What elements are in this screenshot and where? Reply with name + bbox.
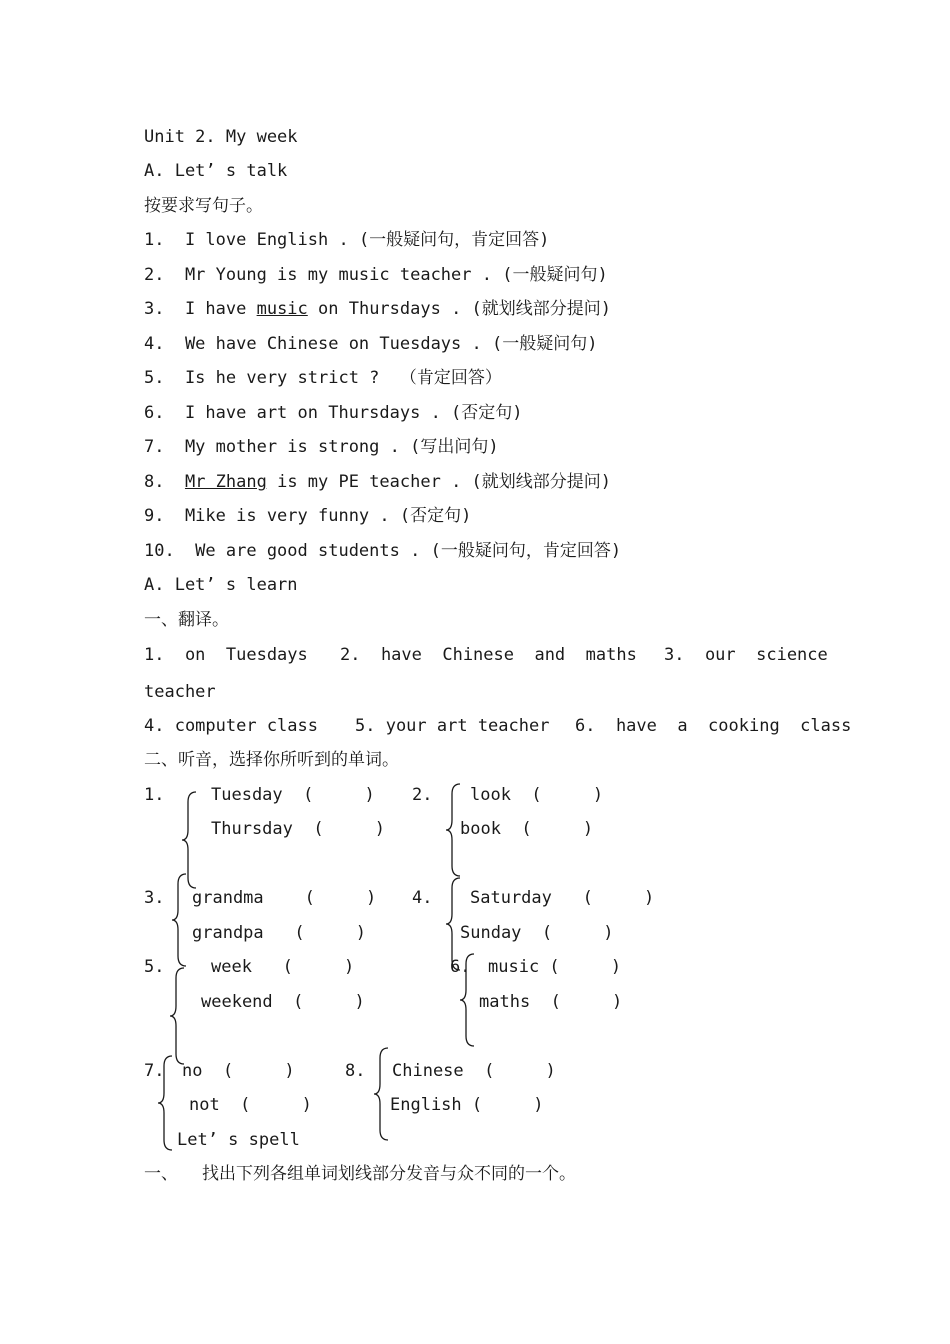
translate-item-1: 1. on Tuesdays — [144, 645, 308, 665]
brace-8 — [372, 1046, 392, 1142]
listen-group-4-word-1: Saturday ( ) — [470, 888, 655, 908]
section-heading-talk: A. Let’ s talk — [144, 161, 288, 181]
listen-group-7-number: 7. — [144, 1061, 165, 1081]
underlined-word: music — [256, 299, 308, 319]
rewrite-item-5: 5. Is he very strict ? （肯定回答） — [144, 368, 502, 388]
rewrite-item-1: 1. I love English . (一般疑问句，肯定回答) — [144, 230, 550, 250]
section-heading-learn: A. Let’ s learn — [144, 575, 298, 595]
brace-5 — [168, 966, 188, 1066]
brace-6 — [458, 952, 478, 1048]
brace-3 — [170, 872, 190, 968]
rewrite-item-8: 8. Mr Zhang is my PE teacher . (就划线部分提问) — [144, 472, 612, 492]
listen-group-1-word-1: Tuesday ( ) — [211, 785, 375, 805]
listen-group-6-number: 6. — [450, 957, 471, 977]
listen-heading: 二、听音，选择你所听到的单词。 — [144, 750, 399, 770]
listen-group-6-word-2: maths ( ) — [479, 992, 623, 1012]
rewrite-item-9: 9. Mike is very funny . (否定句) — [144, 506, 472, 526]
translate-item-3: 3. our science — [664, 645, 828, 665]
listen-group-7-word-2: not ( ) — [189, 1095, 312, 1115]
listen-group-3-word-1: grandma ( ) — [192, 888, 377, 908]
listen-group-2-word-2: book ( ) — [460, 819, 594, 839]
brace-7 — [156, 1054, 176, 1152]
listen-group-3-word-2: grandpa ( ) — [192, 923, 366, 943]
rewrite-item-7: 7. My mother is strong . (写出问句) — [144, 437, 499, 457]
spell-heading-number: 一、 — [144, 1164, 178, 1184]
rewrite-item-3: 3. I have music on Thursdays . (就划线部分提问) — [144, 299, 612, 319]
listen-group-7-word-1: no ( ) — [182, 1061, 295, 1081]
listen-group-8-word-2: English ( ) — [390, 1095, 544, 1115]
listen-group-2-number: 2. — [412, 785, 433, 805]
listen-group-1-number: 1. — [144, 785, 165, 805]
translate-item-5: 5. your art teacher — [355, 716, 550, 736]
listen-group-4-number: 4. — [412, 888, 433, 908]
listen-group-5-number: 5. — [144, 957, 165, 977]
listen-group-1-word-2: Thursday ( ) — [211, 819, 385, 839]
unit-title: Unit 2. My week — [144, 127, 298, 147]
rewrite-item-6: 6. I have art on Thursdays . (否定句) — [144, 403, 523, 423]
listen-group-4-word-2: Sunday ( ) — [460, 923, 614, 943]
instruction-rewrite: 按要求写句子。 — [144, 196, 263, 216]
listen-group-5-word-2: weekend ( ) — [201, 992, 365, 1012]
listen-group-3-number: 3. — [144, 888, 165, 908]
spell-heading: 找出下列各组单词划线部分发音与众不同的一个。 — [202, 1164, 576, 1184]
rewrite-item-4: 4. We have Chinese on Tuesdays . (一般疑问句) — [144, 334, 598, 354]
translate-item-3-wrap: teacher — [144, 682, 216, 702]
rewrite-item-10: 10. We are good students . (一般疑问句，肯定回答) — [144, 541, 622, 561]
translate-item-6: 6. have a cooking class — [575, 716, 852, 736]
listen-group-8-word-1: Chinese ( ) — [392, 1061, 556, 1081]
section-heading-spell: Let’ s spell — [177, 1130, 300, 1150]
listen-group-2-word-1: look ( ) — [470, 785, 604, 805]
translate-item-2: 2. have Chinese and maths — [340, 645, 637, 665]
listen-group-6-word-1: music ( ) — [488, 957, 622, 977]
underlined-word: Mr Zhang — [184, 472, 267, 492]
listen-group-8-number: 8. — [345, 1061, 366, 1081]
translate-item-4: 4. computer class — [144, 716, 318, 736]
translate-heading: 一、翻译。 — [144, 610, 229, 630]
listen-group-5-word-1: week ( ) — [211, 957, 355, 977]
rewrite-item-2: 2. Mr Young is my music teacher . (一般疑问句) — [144, 265, 608, 285]
